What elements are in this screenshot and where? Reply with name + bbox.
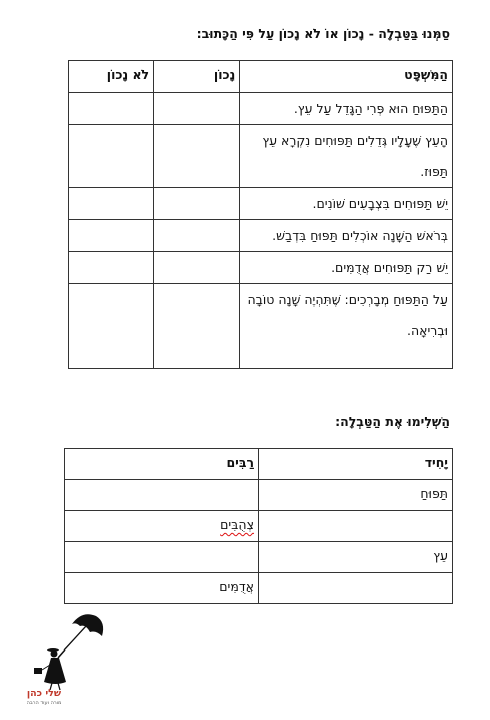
singular-cell[interactable] [259,573,453,604]
false-answer-cell[interactable] [69,188,154,220]
false-answer-cell[interactable] [69,284,154,369]
statement-cell: בְּרֹאשׁ הַשָּׁנָה אוֹכְלִים תַּפּוּחַ בִּדְבַשׁ. [240,220,453,252]
header-statement: הַמִּשְׁפָּט [240,61,453,93]
header-plural: רַבִּים [65,449,259,480]
table-row [65,573,453,604]
plural-word: צְהֻבִּים [220,517,254,532]
singular-cell[interactable]: עֵץ [259,542,453,573]
true-false-table [68,60,453,369]
singular-plural-table [64,448,453,604]
true-answer-cell[interactable] [154,284,240,369]
table-row [69,93,453,125]
plural-cell[interactable] [65,480,259,511]
section1-title: סַמְּנוּ בַּטַּבְלָה - נָכוֹן אוֹ לֹא נָכוֹן עַל פִּי הַכָּתוּב: [196,26,450,41]
true-answer-cell[interactable] [154,125,240,188]
true-answer-cell[interactable] [154,252,240,284]
header-true: נָכוֹן [154,61,240,93]
singular-cell[interactable] [259,511,453,542]
header-singular: יָחִיד [259,449,453,480]
statement-cell: הַתַּפּוּחַ הוּא פְּרִי הַגָּדֵל עַל עֵץ. [240,93,453,125]
table-row [69,284,453,369]
statement-cell: יֵשׁ תַּפּוּחִים בִּצְבָעִים שׁוֹנִים. [240,188,453,220]
true-answer-cell[interactable] [154,188,240,220]
plural-cell[interactable] [65,511,259,542]
true-answer-cell[interactable] [154,93,240,125]
section2-title: הַשְׁלִימוּ אֶת הַטַּבְלָה: [335,414,450,429]
header-false: לֹא נָכוֹן [69,61,154,93]
statement-cell: הָעֵץ שֶׁעָלָיו גְּדֵלִים תַּפּוּחִים נִקְרָא עֵץ תַּפּוּז. [240,125,453,188]
table-row [69,125,453,188]
logo-name: שלי כהן [26,688,62,699]
table-row [65,542,453,573]
false-answer-cell[interactable] [69,93,154,125]
table-row [69,252,453,284]
table-header-row [65,449,453,480]
false-answer-cell[interactable] [69,252,154,284]
table-row [69,220,453,252]
statement-cell: עַל הַתַּפּוּחַ מְבָרְכִים: שֶׁתִּהְיֶה שָׁנָה טוֹבָה וּבְרִיאָה. [240,284,453,369]
plural-cell[interactable]: אֲדֻמִּים [65,573,259,604]
plural-cell[interactable] [65,542,259,573]
false-answer-cell[interactable] [69,220,154,252]
true-answer-cell[interactable] [154,220,240,252]
table-row [65,511,453,542]
false-answer-cell[interactable] [69,125,154,188]
table-header-row [69,61,453,93]
singular-cell[interactable]: תַּפּוּחַ [259,480,453,511]
statement-cell: יֵשׁ רַק תַּפּוּחִים אֲדֻמִּים. [240,252,453,284]
logo-subtitle: מורה ועוד הרבה [26,700,62,706]
table-row [69,188,453,220]
table-row [65,480,453,511]
